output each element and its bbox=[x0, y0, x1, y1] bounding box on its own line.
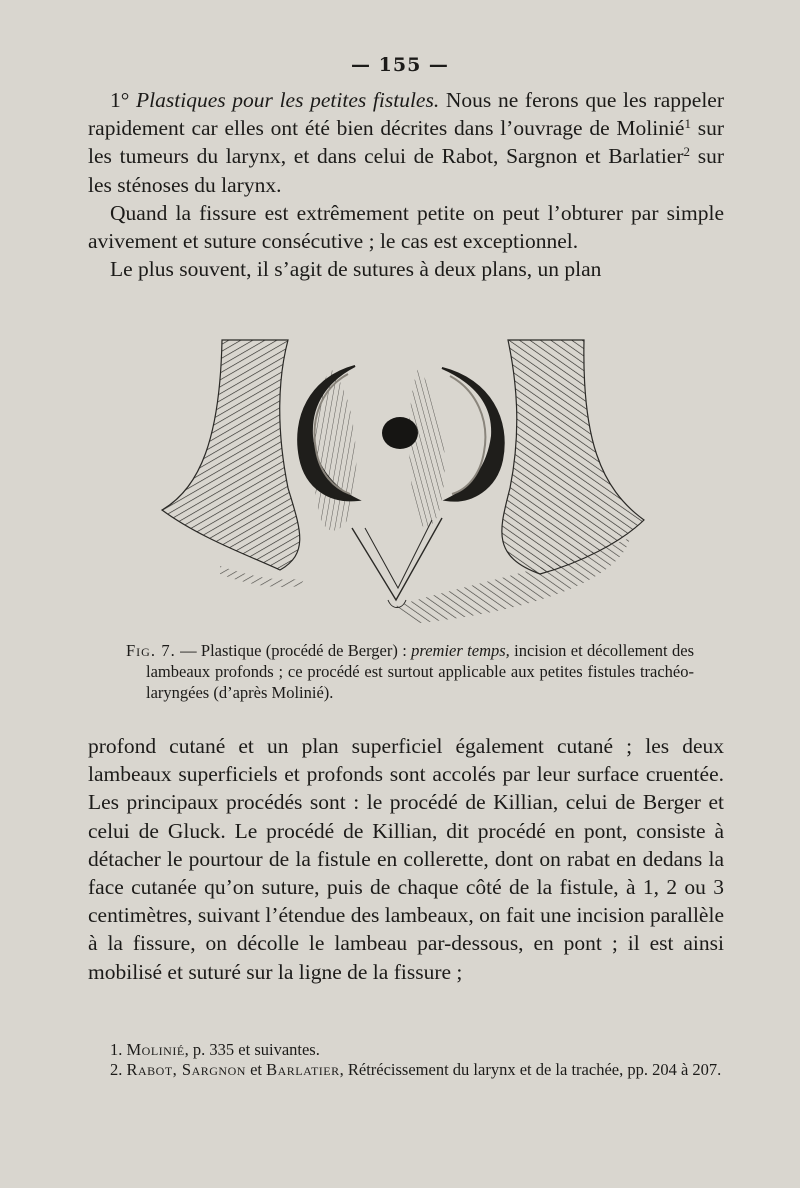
figure-caption bbox=[126, 640, 694, 703]
footnote-ref-2: 2 bbox=[683, 144, 690, 160]
paragraph-3: Le plus souvent, il s’agit de sutures à deux plans, un plan bbox=[110, 257, 602, 282]
text-block-top bbox=[88, 86, 724, 283]
footnote-1-text: , p. 335 et suivantes. bbox=[184, 1040, 320, 1059]
paragraph-4: profond cutané et un plan superficiel également cutané ; les deux lambeaux superficiels et profonds sont accolés par leur surface cruentée. Les principaux procédés sont : le procédé de Killian, celui de Berger et celui de Gluck. Le procédé de Killian, dit procédé en pont, consiste à détacher le pourtour de la fistule en collerette, dont on rabat en dedans la face cutanée qu’on suture, puis de chaque côté de la fistule, à 1, 2 ou 3 centimètres, suivant l’étendue des lambeaux, on fait une incision parallèle à la fissure, on décolle le lambeau par-dessous, en pont ; il est ainsi mobilisé et suturé sur la ligne de la fissure ; bbox=[88, 734, 724, 984]
paragraph-1-text-a: Nous ne ferons que les rappeler rapidement car elles ont été bien décrites dans l’ouvrage de Molinié bbox=[88, 88, 725, 141]
footnote-2 bbox=[92, 1060, 728, 1080]
paragraph-1 bbox=[88, 86, 724, 199]
caption-text-b: incision et décollement des lambeaux profonds ; ce procédé est surtout applicable aux petites fistules trachéo-laryngées (d’après Molinié). bbox=[146, 641, 694, 702]
footnote-ref-1: 1 bbox=[684, 116, 691, 132]
section-heading: Plastiques pour les petites fistules. bbox=[136, 88, 440, 112]
section-number: 1° bbox=[110, 88, 130, 112]
paragraph-1-text-b: sur les tumeurs du larynx, et dans celui de Rabot, Sargnon et Barlatier bbox=[88, 116, 724, 169]
caption-text-a: — Plastique (procédé de Berger) : bbox=[175, 641, 412, 660]
caption-italic: premier temps, bbox=[411, 641, 510, 660]
footnote-1-number: 1. bbox=[110, 1040, 123, 1059]
figure-illustration bbox=[160, 338, 646, 628]
footnote-2-number: 2. bbox=[110, 1060, 123, 1079]
footnote-2-mid: et bbox=[245, 1060, 267, 1079]
footnote-1 bbox=[92, 1040, 728, 1060]
paragraph-1-text-c: sur les sténoses du larynx. bbox=[88, 144, 724, 197]
page-number: — 155 — bbox=[351, 54, 449, 76]
footnote-1-author: Molinié bbox=[126, 1040, 185, 1059]
footnote-2-text: , Rétrécissement du larynx et de la trachée, pp. 204 à 207. bbox=[339, 1060, 722, 1079]
figure-label: Fig. 7. bbox=[126, 641, 176, 660]
footnote-2-author: Rabot, Sargnon bbox=[126, 1060, 246, 1079]
surgical-illustration bbox=[160, 338, 646, 628]
footnote-2-author2: Barlatier bbox=[266, 1060, 340, 1079]
footnotes bbox=[92, 1040, 728, 1080]
paragraph-2: Quand la fissure est extrêmement petite on peut l’obturer par simple avivement et suture consécutive ; le cas est exceptionnel. bbox=[88, 200, 724, 254]
text-block-bottom bbox=[88, 732, 724, 986]
